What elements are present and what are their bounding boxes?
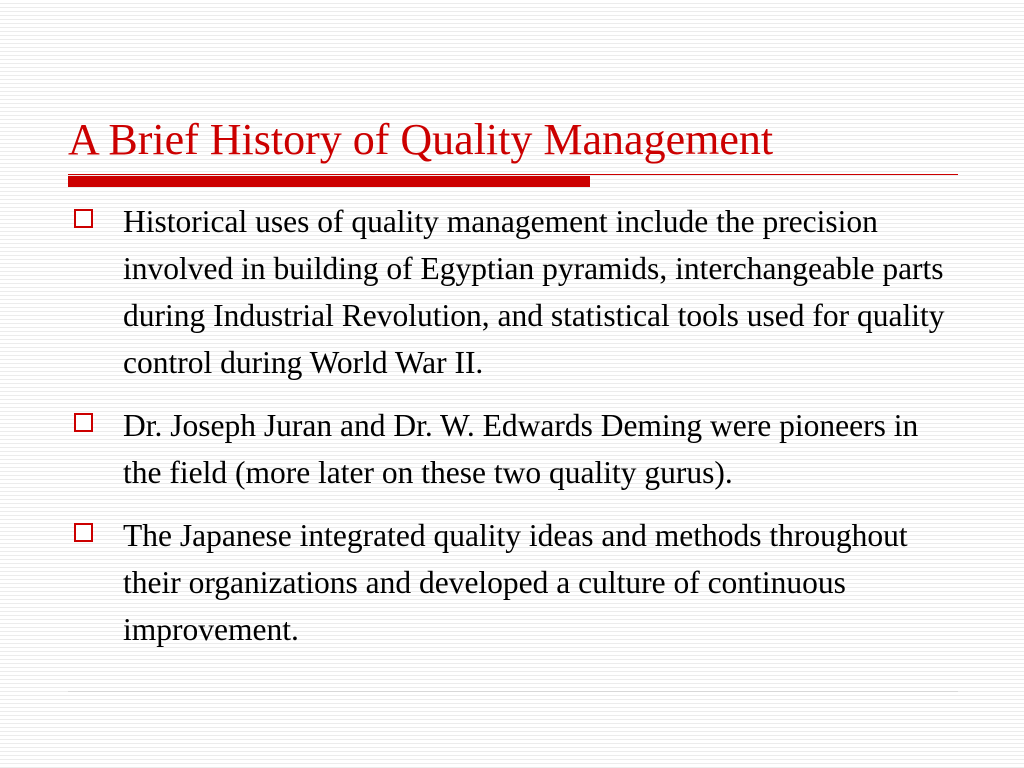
bullet-text: The Japanese integrated quality ideas and methods throughout their organizations and developed a culture of continuous improvement. <box>123 518 908 647</box>
hollow-square-icon <box>74 209 93 228</box>
bullet-text: Historical uses of quality management include the precision involved in building of Egyptian pyramids, interchangeable parts during Industrial Revolution, and statistical tools used for quality control during World War II. <box>123 204 945 380</box>
bullet-item <box>72 198 952 386</box>
bullet-item <box>72 512 952 653</box>
footer-divider <box>68 691 958 692</box>
bullet-list <box>72 198 952 653</box>
title-underline-thin <box>68 174 958 175</box>
bullet-text: Dr. Joseph Juran and Dr. W. Edwards Deming were pioneers in the field (more later on these two quality gurus). <box>123 408 919 490</box>
hollow-square-icon <box>74 413 93 432</box>
slide-title: A Brief History of Quality Management <box>68 115 774 164</box>
bullet-item <box>72 402 952 496</box>
title-underline-thick <box>68 176 590 187</box>
title-underline <box>68 174 958 188</box>
hollow-square-icon <box>74 523 93 542</box>
